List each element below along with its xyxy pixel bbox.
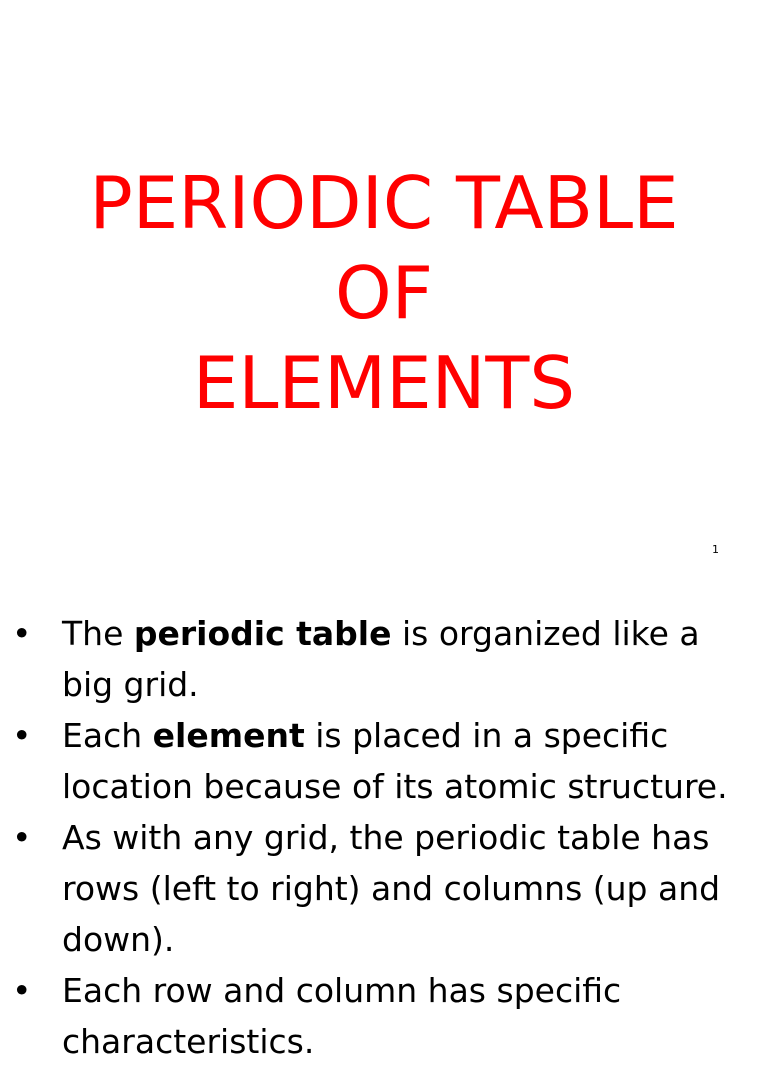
slide-title-line: PERIODIC TABLE (89, 161, 679, 245)
bullet-item (0, 965, 768, 1067)
bullet-icon: • (12, 971, 32, 1010)
slide-title-line: OF (334, 251, 434, 335)
bullet-bold-term: element (152, 716, 305, 755)
bullet-text: is organized like a big grid. (62, 614, 700, 704)
bullet-text: The (62, 614, 134, 653)
bullet-icon: • (12, 818, 32, 857)
bullet-item (0, 608, 768, 710)
bullet-item (0, 710, 768, 812)
bullet-bold-term: periodic table (133, 614, 392, 653)
bullet-text: As with any grid, the periodic table has rows (left to right) and columns (up and down). (62, 818, 721, 959)
page-number: 1 (712, 543, 719, 556)
bullet-list (0, 608, 768, 1067)
bullet-icon: • (12, 614, 32, 653)
bullet-item (0, 812, 768, 965)
bullet-icon: • (12, 716, 32, 755)
slide-title (0, 158, 768, 428)
content-slide (0, 594, 768, 1061)
slide-title-line: ELEMENTS (192, 341, 576, 425)
bullet-text: is placed in a specific location because of its atomic structure. (62, 716, 728, 806)
bullet-text: Each row and column has specific characteristics. (62, 971, 622, 1061)
bullet-text: Each (62, 716, 153, 755)
